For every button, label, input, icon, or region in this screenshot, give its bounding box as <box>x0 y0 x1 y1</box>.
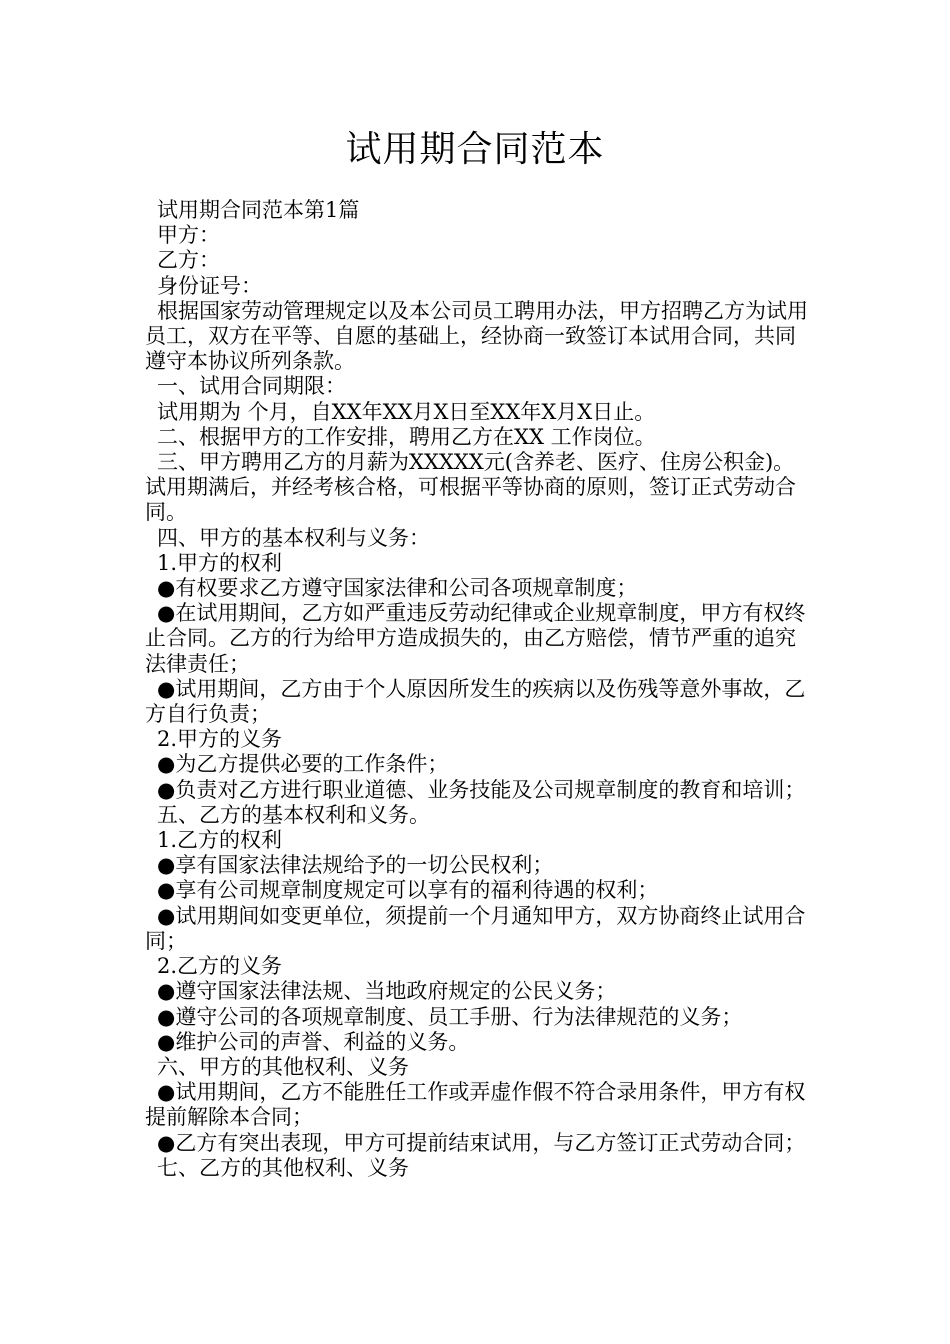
bullet-item: ●试用期间，乙方不能胜任工作或弄虚作假不符合录用条件，甲方有权提前解除本合同； <box>145 1080 806 1130</box>
subsection-heading: 2.甲方的义务 <box>157 727 283 752</box>
bullet-item: ●享有国家法律法规给予的一切公民权利； <box>157 853 554 878</box>
section-heading: 一、试用合同期限： <box>157 374 346 399</box>
id-number-line: 身份证号： <box>157 273 262 298</box>
document-body <box>145 198 809 1181</box>
bullet-item: ●试用期间，乙方由于个人原因所发生的疾病以及伤残等意外事故，乙方自行负责； <box>145 676 806 727</box>
bullet-item: ●遵守国家法律法规、当地政府规定的公民义务； <box>157 979 617 1004</box>
section-heading: 五、乙方的基本权利和义务。 <box>157 802 430 827</box>
subsection-heading: 1.甲方的权利 <box>157 550 283 575</box>
party-b-line: 乙方： <box>157 248 220 273</box>
bullet-item: ●遵守公司的各项规章制度、员工手册、行为法律规范的义务； <box>157 1004 743 1029</box>
paragraph: 试用期为 个月，自XX年XX月X日至XX年X月X日止。 <box>157 399 656 424</box>
document-title: 试用期合同范本 <box>345 129 605 170</box>
bullet-item: ●试用期间如变更单位，须提前一个月通知甲方，双方协商终止试用合同； <box>145 903 806 953</box>
subsection-heading: 2.乙方的义务 <box>157 954 283 979</box>
party-a-line: 甲方： <box>157 223 220 248</box>
bullet-item: ●负责对乙方进行职业道德、业务技能及公司规章制度的教育和培训； <box>157 777 806 802</box>
subsection-heading: 1.乙方的权利 <box>157 828 283 853</box>
paragraph-heading: 试用期合同范本第1篇 <box>157 198 360 222</box>
bullet-item: ●乙方有突出表现，甲方可提前结束试用，与乙方签订正式劳动合同； <box>157 1130 806 1155</box>
bullet-item: ●有权要求乙方遵守国家法律和公司各项规章制度； <box>157 576 638 601</box>
section-heading: 四、甲方的基本权利与义务： <box>157 525 430 550</box>
bullet-item: ●在试用期间，乙方如严重违反劳动纪律或企业规章制度，甲方有权终止合同。乙方的行为给甲方造成损失的，由乙方赔偿，情节严重的追究法律责任； <box>145 601 806 676</box>
bullet-item: ●为乙方提供必要的工作条件； <box>157 752 449 777</box>
section-heading: 六、甲方的其他权利、义务 <box>157 1054 409 1079</box>
section-heading: 七、乙方的其他权利、义务 <box>157 1155 409 1180</box>
section-heading: 二、根据甲方的工作安排，聘用乙方在XX 工作岗位。 <box>157 424 656 449</box>
section-heading: 三、甲方聘用乙方的月薪为XXXXX元(含养老、医疗、住房公积金)。试用期满后，并经考核合格，可根据平等协商的原则，签订正式劳动合同。 <box>145 450 796 525</box>
bullet-item: ●享有公司规章制度规定可以享有的福利待遇的权利； <box>157 878 659 903</box>
paragraph: 根据国家劳动管理规定以及本公司员工聘用办法，甲方招聘乙方为试用员工，双方在平等、自愿的基础上，经协商一致签订本试用合同，共同遵守本协议所列条款。 <box>145 298 808 374</box>
bullet-item: ●维护公司的声誉、利益的义务。 <box>157 1029 470 1054</box>
